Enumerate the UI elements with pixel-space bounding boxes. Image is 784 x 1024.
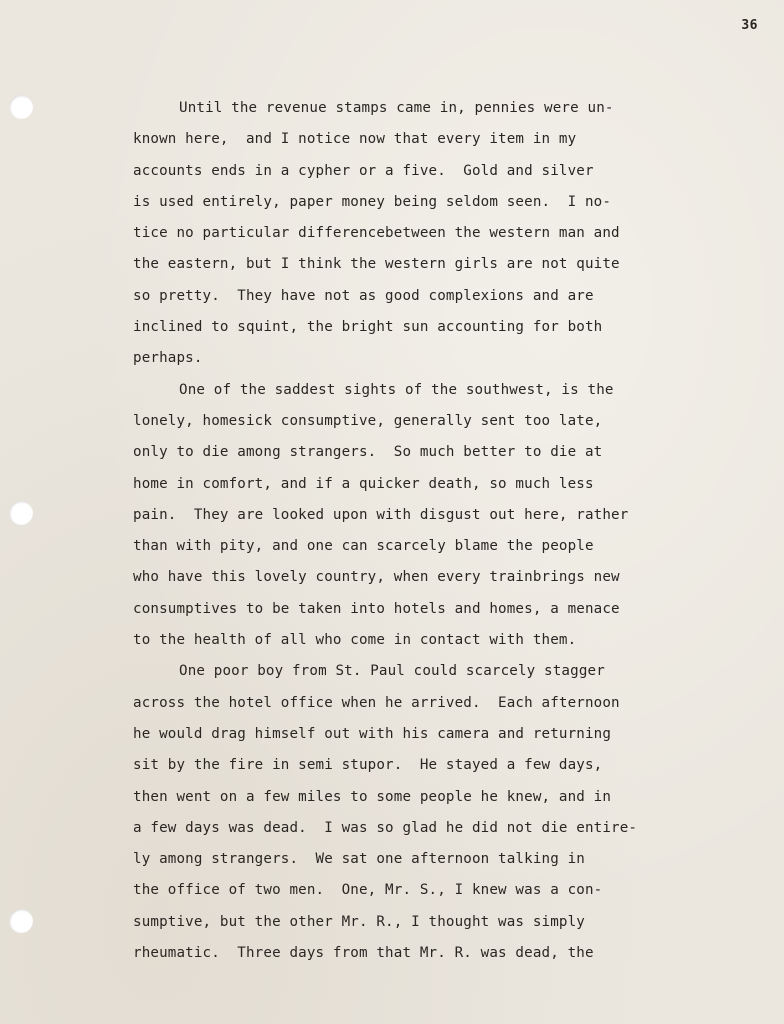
binder-hole-bottom [9,909,33,933]
text-line: ly among strangers. We sat one afternoon talking in [133,851,585,868]
text-line: known here, and I notice now that every item in my [133,131,577,148]
text-line: tice no particular differencebetween the western man and [133,225,620,242]
text-line: One of the saddest sights of the southwest, is the [179,381,614,398]
text-line: the office of two men. One, Mr. S., I knew was a con- [133,882,603,899]
body-text [133,93,713,969]
page-number: 36 [741,18,758,33]
text-line: accounts ends in a cypher or a five. Gold and silver [133,162,594,179]
text-line: the eastern, but I think the western girls are not quite [133,256,620,273]
text-line: lonely, homesick consumptive, generally sent too late, [133,412,603,429]
text-line: One poor boy from St. Paul could scarcely stagger [179,663,605,680]
binder-hole-middle [9,501,33,525]
text-line: than with pity, and one can scarcely blame the people [133,538,594,555]
text-line: perhaps. [133,350,203,367]
text-line: Until the revenue stamps came in, pennies were un- [179,100,614,116]
text-line: who have this lovely country, when every trainbrings new [133,569,620,586]
text-line: consumptives to be taken into hotels and homes, a menace [133,600,620,617]
text-line: across the hotel office when he arrived. Each afternoon [133,694,620,711]
text-line: is used entirely, paper money being seldom seen. I no- [133,193,612,210]
text-line: pain. They are looked upon with disgust out here, rather [133,506,629,523]
text-line: sumptive, but the other Mr. R., I thought was simply [133,913,585,930]
text-line: he would drag himself out with his camera and returning [133,725,612,742]
binder-hole-top [9,95,33,119]
text-line: rheumatic. Three days from that Mr. R. was dead, the [133,945,594,962]
text-line: to the health of all who come in contact with them. [133,632,577,649]
text-line: sit by the fire in semi stupor. He stayed a few days, [133,757,603,774]
text-line: inclined to squint, the bright sun accounting for both [133,319,603,336]
text-line: then went on a few miles to some people he knew, and in [133,788,612,805]
text-line: home in comfort, and if a quicker death, so much less [133,475,594,492]
text-line: only to die among strangers. So much better to die at [133,444,603,461]
text-line: so pretty. They have not as good complexions and are [133,287,594,304]
text-line: a few days was dead. I was so glad he did not die entire- [133,819,638,836]
